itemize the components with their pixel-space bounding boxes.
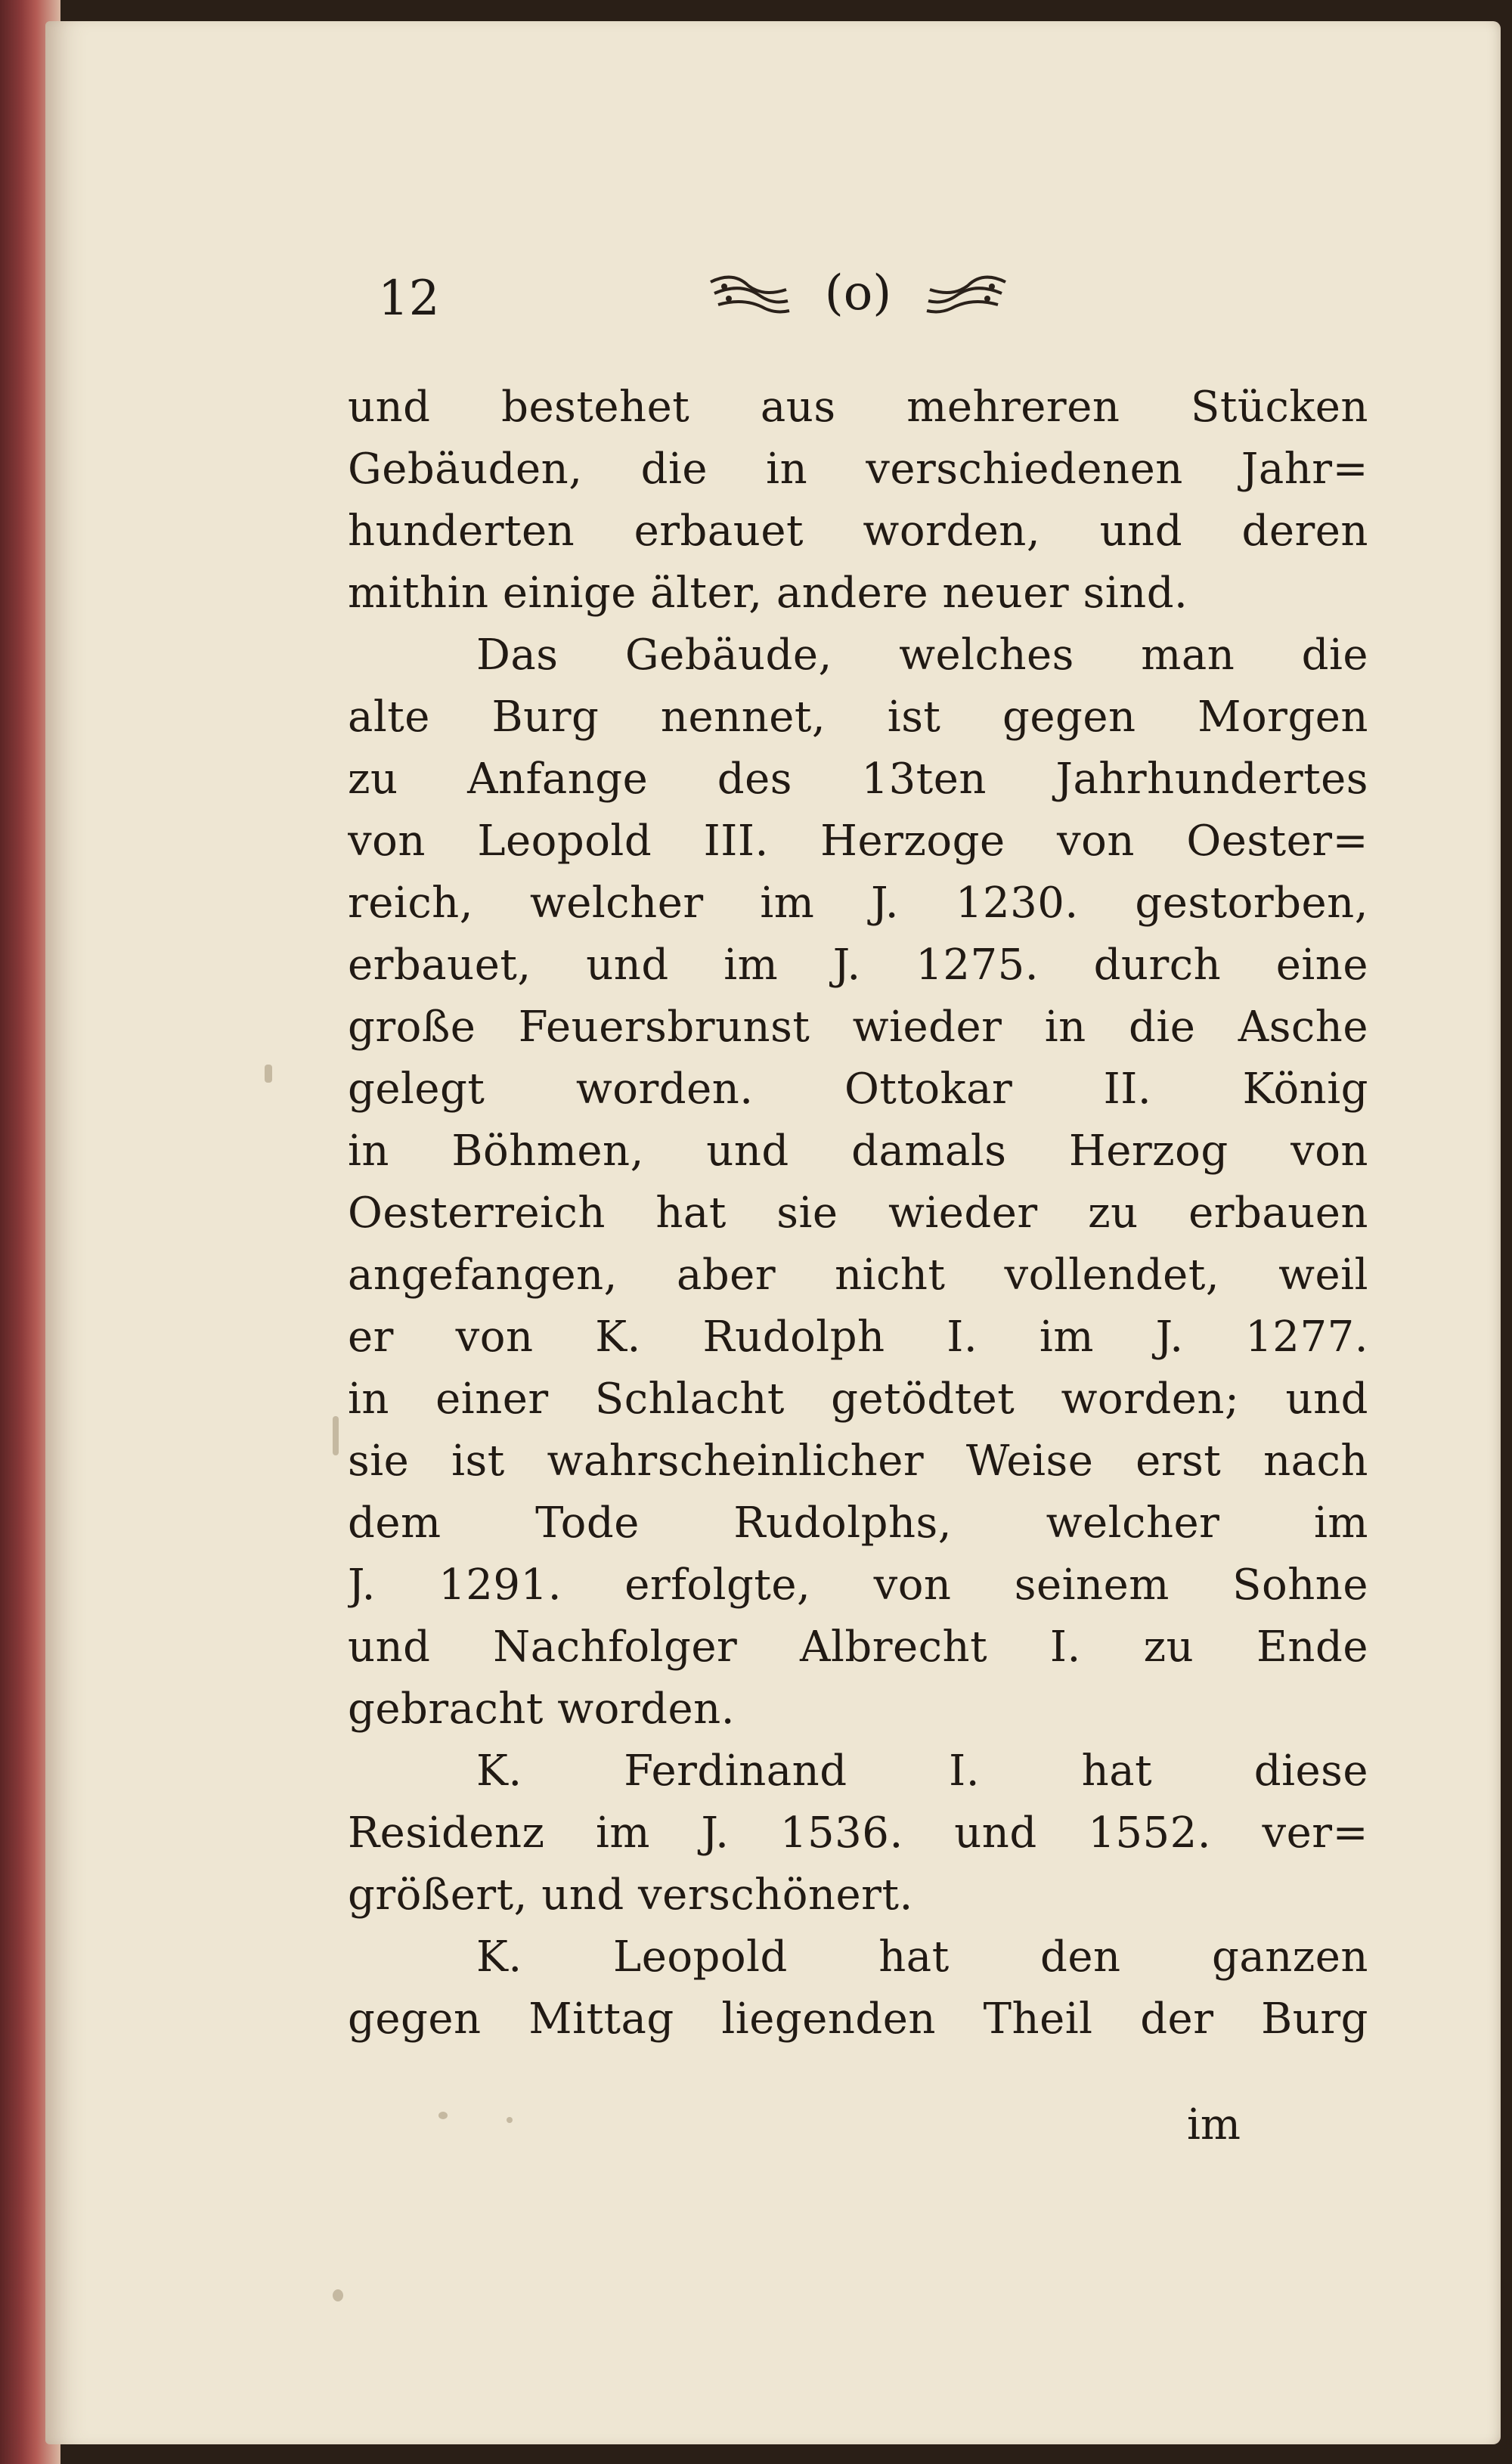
text-line: Das Gebäude, welches man die (476, 631, 1368, 680)
text-line: mithin einige älter, andere neuer sind. (348, 569, 1188, 618)
text-line: zu Anfange des 13ten Jahrhundertes (348, 755, 1368, 804)
text-line: gebracht worden. (348, 1685, 735, 1734)
text-line: angefangen, aber nicht vollendet, weil (348, 1251, 1368, 1300)
book-page (45, 21, 1501, 2444)
text-line: hunderten erbauet worden, und deren (348, 507, 1368, 556)
catchword: im (1187, 2100, 1241, 2149)
text-line: K. Ferdinand I. hat diese (476, 1746, 1368, 1796)
text-line: Gebäuden, die in verschiedenen Jahr= (348, 445, 1368, 494)
leaf-ornament-icon (703, 267, 794, 320)
paper-speck (333, 1416, 339, 1455)
text-line: J. 1291. erfolgte, von seinem Sohne (348, 1561, 1368, 1610)
text-line: sie ist wahrscheinlicher Weise erst nach (348, 1437, 1368, 1486)
paper-speck (265, 1065, 272, 1083)
leaf-ornament-icon (922, 267, 1013, 320)
text-line: von Leopold III. Herzoge von Oester= (348, 817, 1368, 866)
text-line: er von K. Rudolph I. im J. 1277. (348, 1313, 1368, 1362)
paper-speck (333, 2289, 343, 2301)
page-number: 12 (378, 271, 440, 327)
text-line: und Nachfolger Albrecht I. zu Ende (348, 1623, 1368, 1672)
text-line: in einer Schlacht getödtet worden; und (348, 1375, 1368, 1424)
text-line: Residenz im J. 1536. und 1552. ver= (348, 1808, 1368, 1858)
running-header (703, 259, 1013, 327)
text-line: größert, und verschönert. (348, 1870, 913, 1920)
text-line: alte Burg nennet, ist gegen Morgen (348, 693, 1368, 742)
text-line: dem Tode Rudolphs, welcher im (348, 1499, 1368, 1548)
body-text (348, 377, 1368, 2191)
text-line: erbauet, und im J. 1275. durch eine (348, 941, 1368, 990)
text-line: und bestehet aus mehreren Stücken (348, 383, 1368, 432)
text-line: gegen Mittag liegenden Theil der Burg (348, 1994, 1368, 2044)
text-line: Oesterreich hat sie wieder zu erbauen (348, 1189, 1368, 1238)
text-line: gelegt worden. Ottokar II. König (348, 1065, 1368, 1114)
text-line: K. Leopold hat den ganzen (476, 1932, 1368, 1982)
paper-speck (507, 2117, 513, 2123)
paper-speck (438, 2112, 448, 2119)
text-line: in Böhmen, und damals Herzog von (348, 1127, 1368, 1176)
text-line: große Feuersbrunst wieder in die Asche (348, 1003, 1368, 1052)
header-page-mark: (o) (824, 265, 892, 321)
text-line: reich, welcher im J. 1230. gestorben, (348, 879, 1368, 928)
page-content (45, 21, 1501, 2444)
